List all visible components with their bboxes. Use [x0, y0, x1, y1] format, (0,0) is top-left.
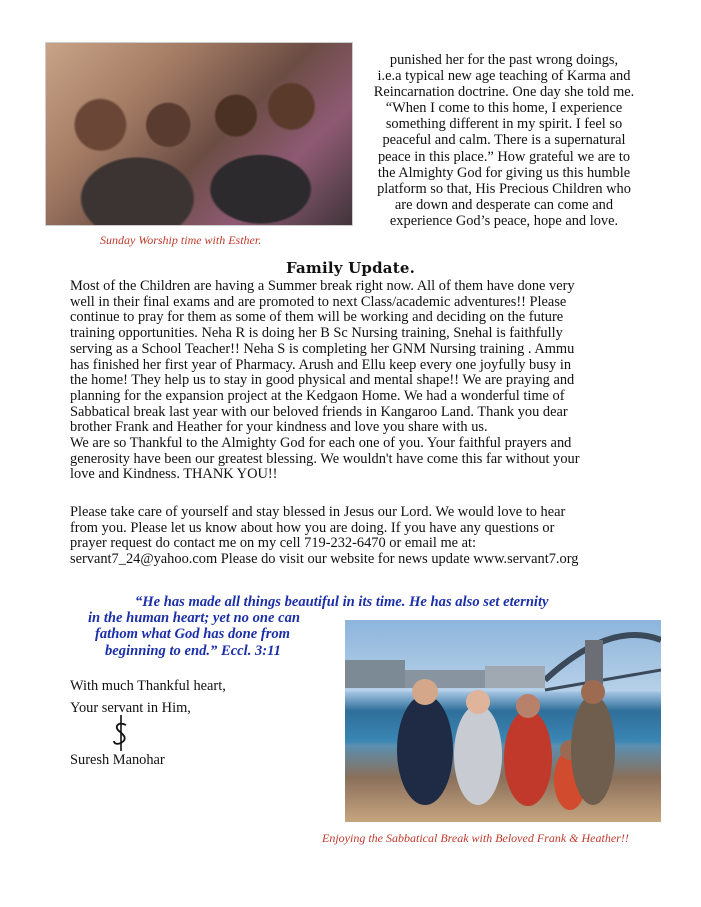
paragraph-line: training opportunities. Neha R is doing her B Sc Nursing training, Snehal is faithfully [70, 325, 563, 342]
top-line: i.e.a typical new age teaching of Karma and [377, 68, 631, 85]
paragraph-line: planning for the expansion project at the Kedgaon Home. We had a wonderful time of [70, 387, 565, 404]
harbour-scene-icon [345, 620, 661, 822]
top-line: the Almighty God for giving us this humble [377, 164, 631, 181]
top-line: punished her for the past wrong doings, [389, 52, 619, 68]
family-update-title: Family Update. [285, 259, 416, 277]
paragraph-line: the home! They help us to stay in good physical and mental shape!! We are praying and [70, 372, 575, 389]
top-line: platform so that, His Precious Children who [377, 180, 631, 197]
paragraph-line: serving as a School Teacher!! Neha S is completing her GNM Nursing training . Ammu [70, 340, 575, 357]
top-line: Reincarnation doctrine. One day she told me. [373, 84, 635, 101]
paragraph-line: We are so Thankful to the Almighty God for each one of you. Your faithful prayers and [70, 435, 572, 452]
paragraph-line: continue to pray for them as some of them will be working and deciding on the future [70, 309, 564, 326]
top-line: experience God’s peace, hope and love. [389, 212, 619, 229]
top-line: are down and desperate can come and [394, 196, 614, 213]
contact-paragraph [70, 505, 650, 568]
paragraph-line: prayer request do contact me on my cell 719-232-6470 or email me at: [70, 535, 477, 552]
paragraph-line: Most of the Children are having a Summer break right now. All of them have done very [70, 278, 575, 294]
paragraph-line: from you. Please let us know about how you are doing. If you have any questions or [70, 519, 555, 536]
top-line: “When I come to this home, I experience [385, 100, 623, 117]
top-line: something different in my spirit. I feel so [385, 116, 623, 133]
paragraph-line: generosity have been our greatest blessing. We wouldn't have come this far without your [70, 450, 580, 467]
signer-name: Suresh Manohar [70, 752, 165, 768]
worship-photo [45, 42, 353, 226]
top-line: peace in this place.” How grateful we are to [377, 148, 631, 165]
family-update-paragraph [70, 279, 650, 483]
paragraph-line: Sabbatical break last year with our beloved friends in Kangaroo Land. Thank you dear [70, 403, 568, 420]
closing-line-2: Your servant in Him, [70, 700, 191, 716]
sabbatical-photo [345, 620, 661, 822]
closing-line-1: With much Thankful heart, [70, 678, 226, 694]
verse-line: in the human heart; yet no one can [88, 610, 301, 627]
paragraph-line: love and Kindness. THANK YOU!! [70, 466, 278, 483]
paragraph-line: has finished her first year of Pharmacy. Arush and Ellu keep every one joyfully busy in [70, 356, 572, 373]
verse-line: fathom what God has done from [95, 626, 291, 643]
paragraph-line: Please take care of yourself and stay blessed in Jesus our Lord. We would love to hear [70, 504, 566, 520]
verse-line: beginning to end.” Eccl. 3:11 [105, 642, 281, 659]
paragraph-line: servant7_24@yahoo.com Please do visit our website for news update www.servant7.org [70, 551, 579, 568]
paragraph-line: well in their final exams and are promoted to next Class/academic adventures!! Please [70, 293, 567, 310]
verse-line: “He has made all things beautiful in its time. He has also set eternity [135, 594, 549, 610]
worship-photo-caption: Sunday Worship time with Esther. [100, 233, 262, 247]
paragraph-line: brother Frank and Heather for your kindness and love you share with us. [70, 419, 488, 436]
top-paragraph [358, 52, 650, 229]
top-line: peaceful and calm. There is a supernatural [382, 132, 626, 149]
sabbatical-photo-caption: Enjoying the Sabbatical Break with Beloved Frank & Heather!! [322, 831, 629, 845]
signature-icon [110, 713, 132, 753]
